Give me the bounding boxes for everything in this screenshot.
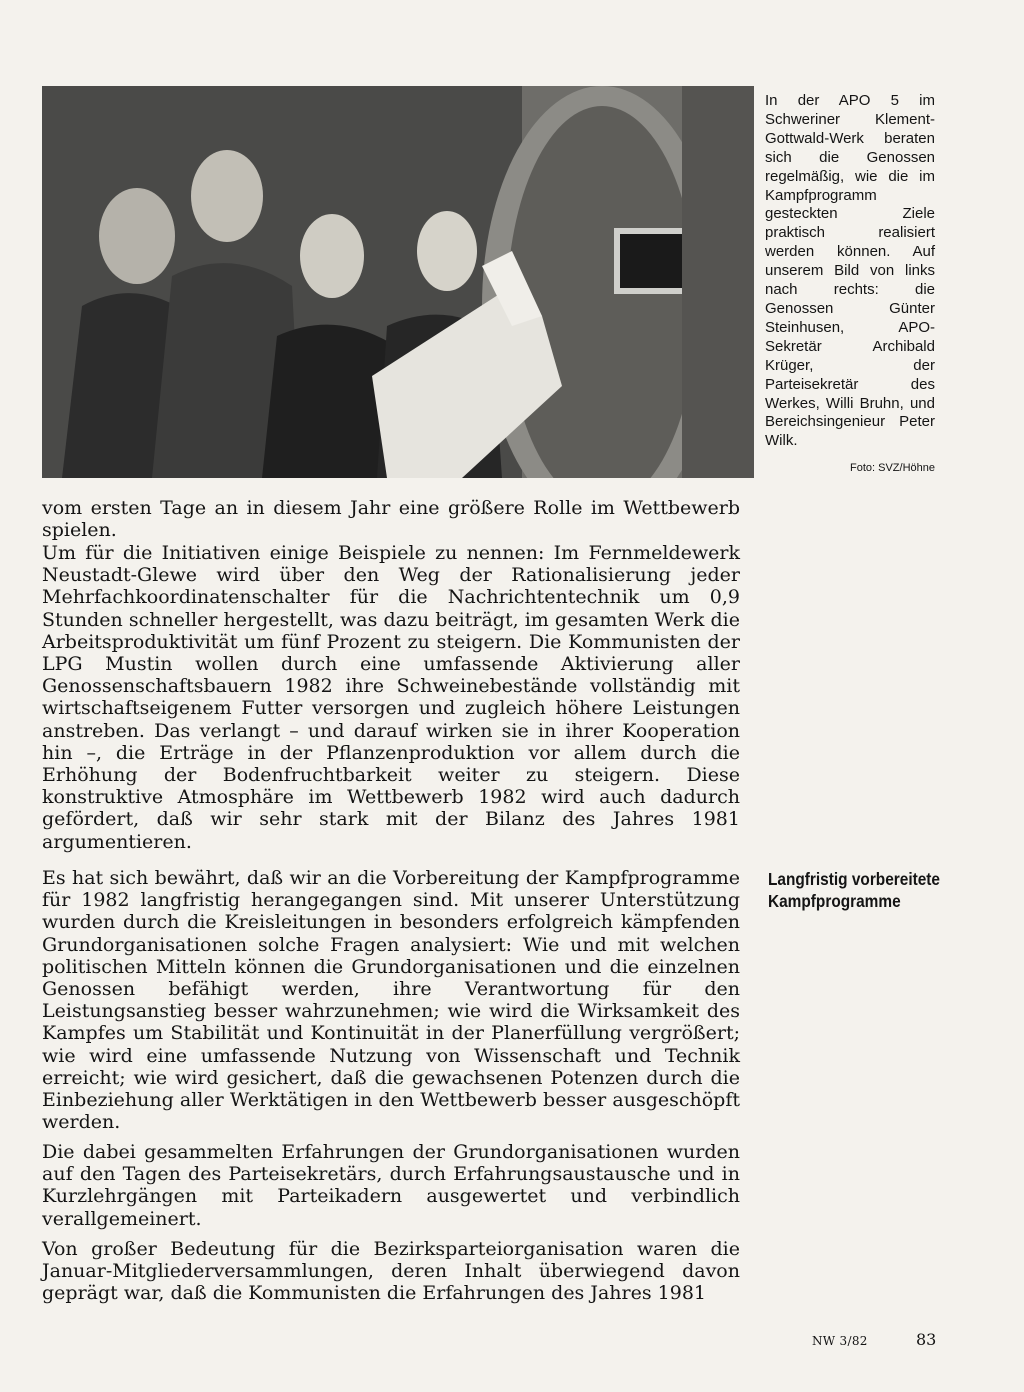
photo-credit: Foto: SVZ/Höhne <box>850 462 935 474</box>
photo-illustration <box>42 86 754 478</box>
side-heading: Langfristig vorbereitete Kampfprogramme <box>768 869 941 911</box>
issue-label: NW 3/82 <box>812 1334 868 1348</box>
paragraph-examples: Um für die Initiativen einige Beispiele zu nennen: Im Fernmeldewerk Neustadt-Glewe wird über den Weg der Rationalisierung jeder Mehrfachkoordinatenschalter für die Nachrichtentechnik um 0,9 Stunden schneller hergestellt, was dazu beiträgt, im gesamten Werk die Arbeitsproduktivität um fünf Prozent zu steigern. Die Kommunisten der LPG Mustin wollen durch eine umfassende Aktivierung aller Genossenschaftsbauern 1982 ihre Schweinebestände vollständig mit wirtschaftseigenem Futter versorgen und zugleich höhere Leistungen anstreben. Das verlangt – und darauf wirken sie in ihrer Kooperation hin –, die Erträge in der Pflanzenproduktion vor allem durch die Erhöhung der Bodenfruchtbarkeit weiter zu steigern. Diese konstruktive Atmosphäre im Wettbewerb 1982 wird auch dadurch gefördert, daß wir sehr stark mit der Bilanz des Jahres 1981 argumentieren. <box>42 542 740 853</box>
page-number: 83 <box>916 1330 937 1349</box>
paragraph-continuation: vom ersten Tage an in diesem Jahr eine größere Rolle im Wettbewerb spielen. <box>42 497 740 542</box>
paragraph-preparation: Es hat sich bewährt, daß wir an die Vorbereitung der Kampfprogramme für 1982 langfristig herangegangen sind. Mit unserer Unterstützung wurden durch die Kreisleitungen in besonders erfolgreich kämpfenden Grundorganisationen solche Fragen analysiert: Wie und mit welchen politischen Mitteln können die Grundorganisationen und die einzelnen Genossen befähigt werden, ihre Verantwortung für den Leistungsanstieg besser wahrzunehmen; wie wird die Wirksamkeit des Kampfes um Stabilität und Kontinuität in der Planerfüllung vergrößert; wie wird eine umfassende Nutzung von Wissenschaft und Technik erreicht; wie wird gesichert, daß die gewachsenen Potenzen durch die Einbeziehung aller Werktätigen in den Wettbewerb besser ausgeschöpft werden. <box>42 867 740 1134</box>
photo-caption: In der APO 5 im Schweriner Klement-Gottwald-Werk beraten sich die Genossen regelmäßig, wie die im Kampfprogramm gesteckten Ziele praktisch realisiert werden können. Auf unserem Bild von links nach rechts: die Genossen Günter Steinhusen, APO-Sekretär Archibald Krüger, der Parteisekretär des Werkes, Willi Bruhn, und Bereichsingenieur Peter Wilk. <box>765 92 935 450</box>
paragraph-experiences: Die dabei gesammelten Erfahrungen der Grundorganisationen wurden auf den Tagen des Parteisekretärs, durch Erfahrungsaustausche und in Kurzlehrgängen mit Parteikadern ausgewertet und verbindlich verallgemeinert. <box>42 1141 740 1230</box>
article-photo <box>42 86 754 478</box>
paragraph-meetings: Von großer Bedeutung für die Bezirksparteiorganisation waren die Januar-Mitgliederversammlungen, deren Inhalt überwiegend davon geprägt war, daß die Kommunisten die Erfahrungen des Jahres 1981 <box>42 1238 740 1305</box>
